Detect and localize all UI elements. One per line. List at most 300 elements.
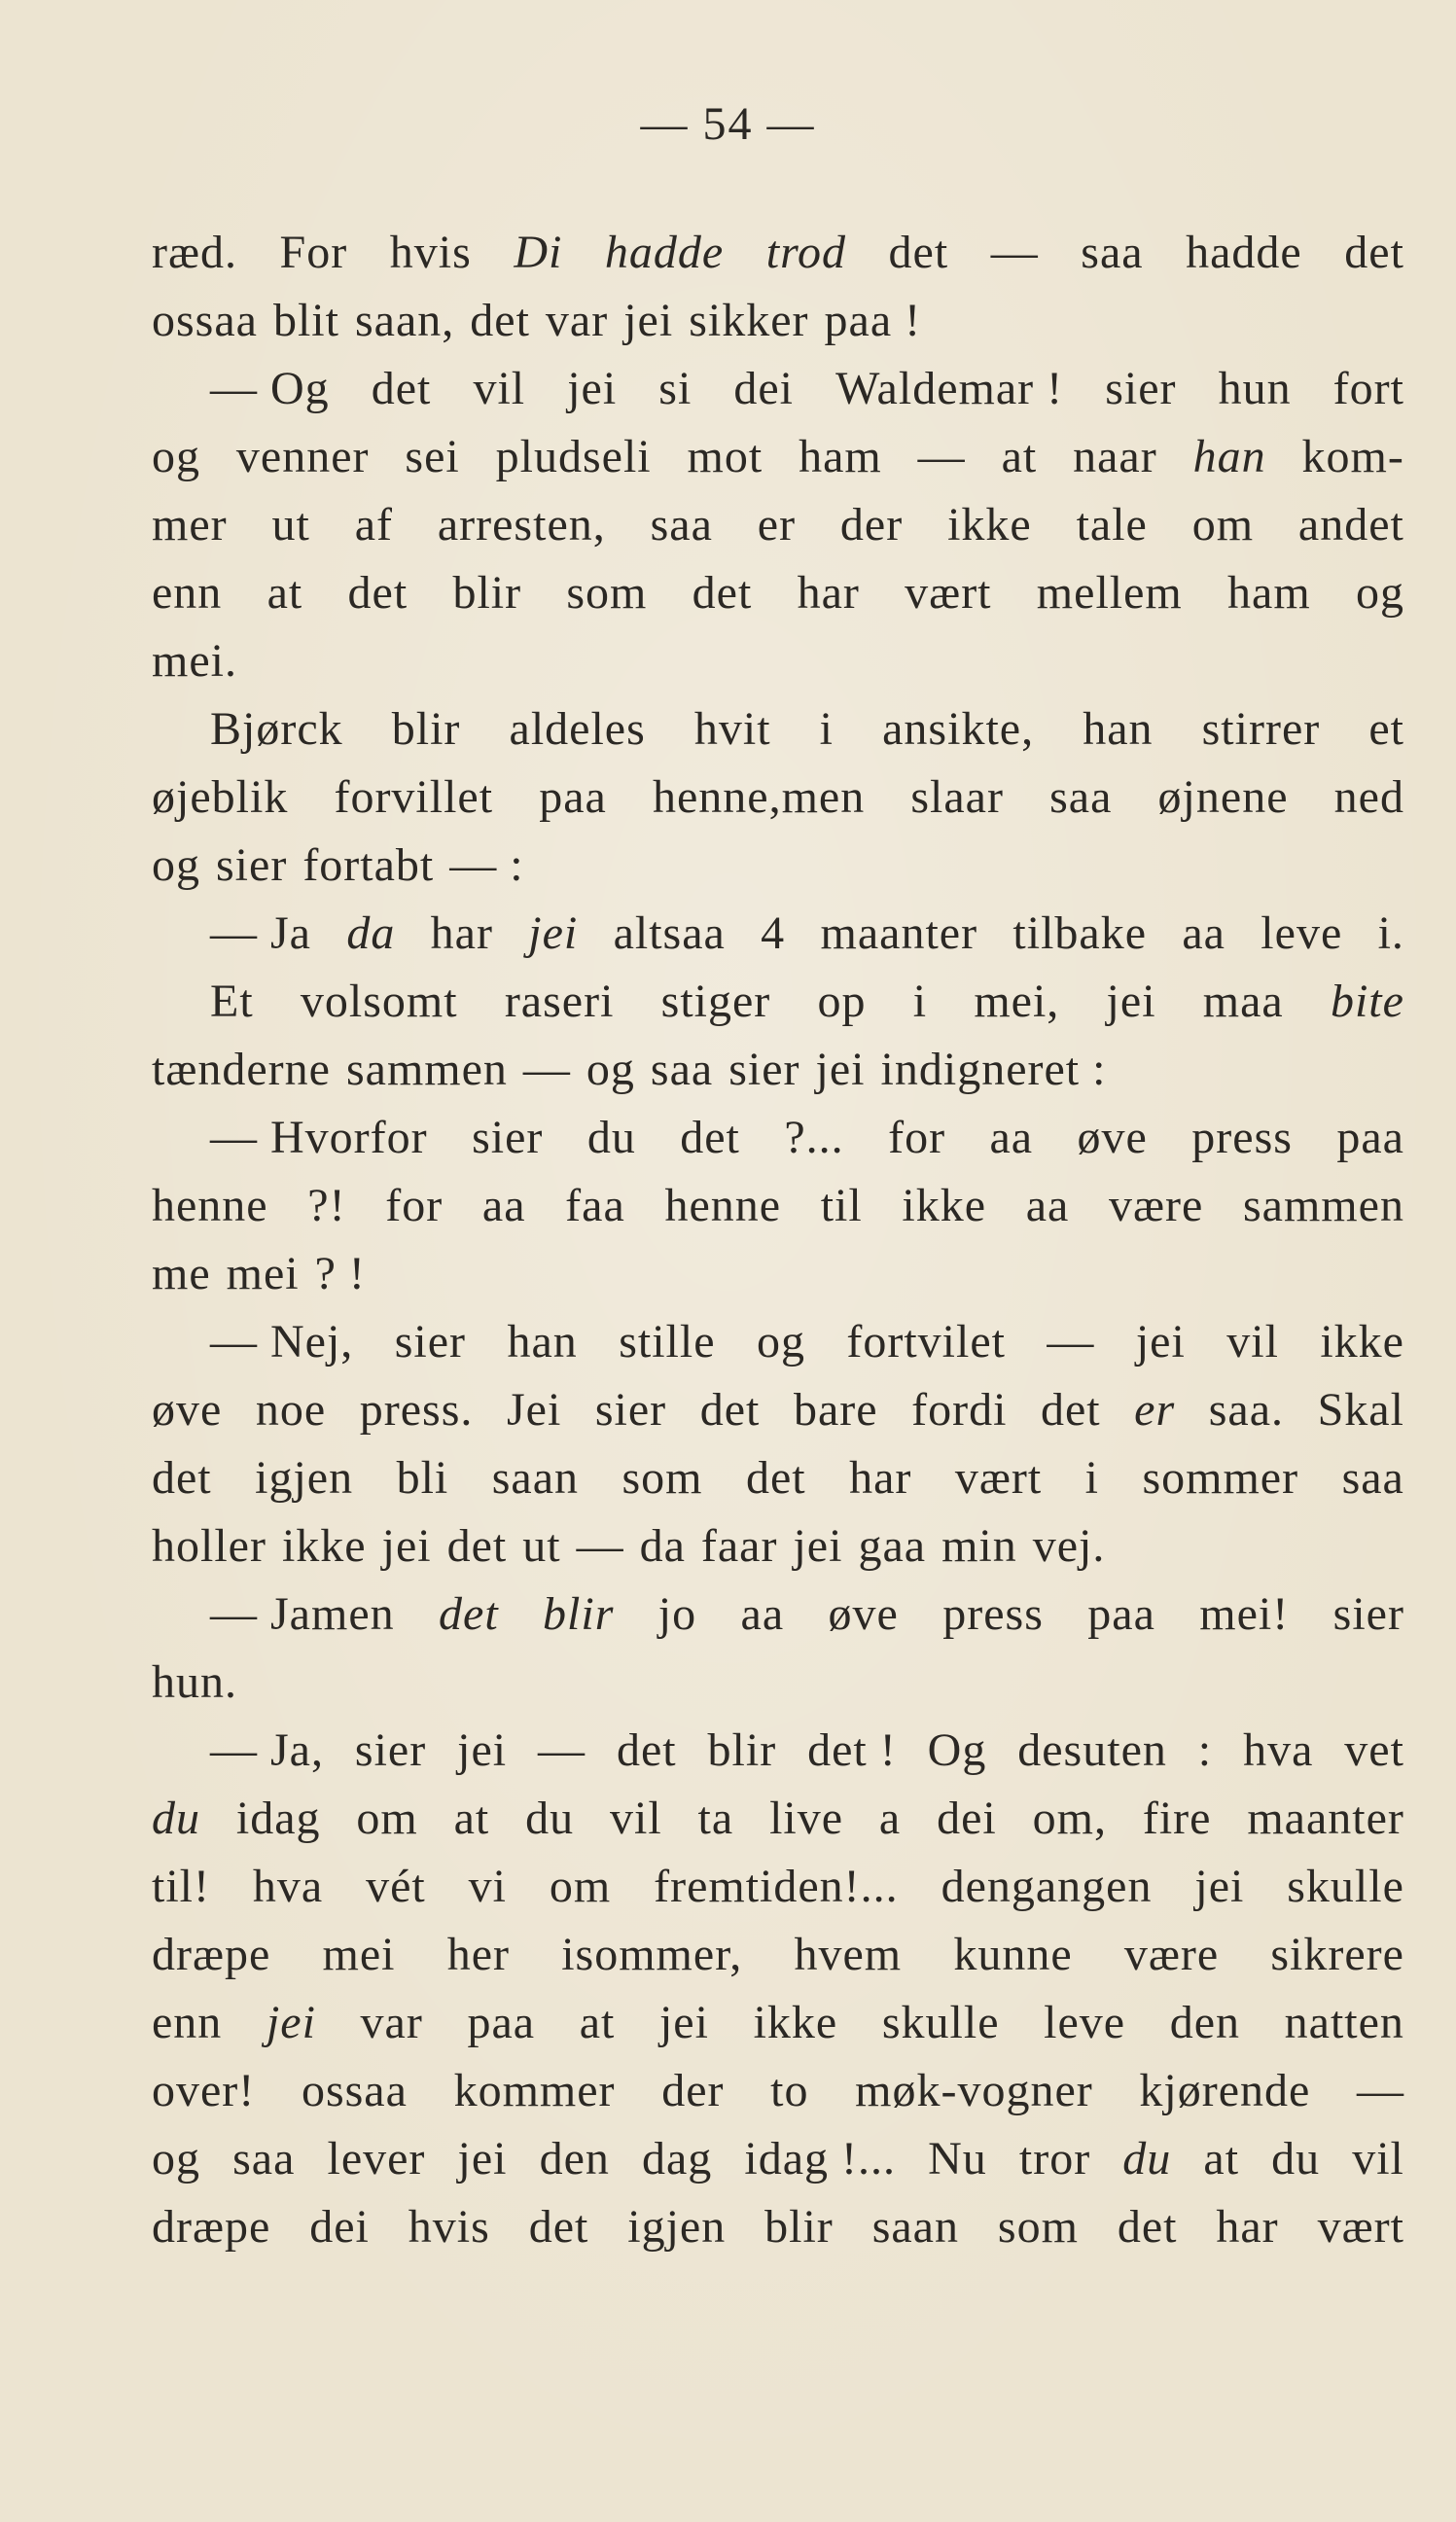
word: det [347,567,408,619]
word: noe [255,1384,327,1436]
word: idag [235,1793,321,1844]
word: saan, [354,295,455,346]
word: kom- [1301,431,1404,482]
word: har [430,907,493,959]
word: som [997,2201,1079,2253]
word: han [1192,431,1266,482]
word: gaa [858,1520,927,1572]
word: leve [1044,1997,1126,2048]
word: sier [728,1044,800,1095]
word: dei [733,363,795,414]
word: dei [937,1793,997,1844]
word: det [888,227,949,278]
word: sei [405,431,460,482]
word: — [917,431,966,482]
text-line [152,695,1404,764]
word: kunne [953,1929,1073,1980]
text-line [152,219,1404,287]
word: — [990,227,1039,278]
word: tale [1076,499,1148,551]
word: ikke [281,1520,367,1572]
word: det [439,1588,499,1640]
word: her [446,1929,510,1980]
word: stirrer [1201,703,1321,755]
word: Waldemar ! [835,363,1064,414]
body-text [152,219,1404,2261]
word: til [820,1180,863,1231]
word: op [817,976,867,1027]
word: Di [514,227,563,278]
word: stiger [660,976,771,1027]
word: jei [623,295,674,346]
word: desuten [1017,1724,1167,1776]
text-line [152,287,1404,355]
word: vej. [1032,1520,1106,1572]
word: isommer, [561,1929,743,1980]
word: enn [152,567,223,619]
word: det [152,1452,212,1504]
word: — [1357,2065,1404,2116]
word: har [1216,2201,1279,2253]
word: stille [619,1316,716,1368]
word: Bjørck [210,703,343,755]
word: for [385,1180,444,1231]
word: jei [266,1997,316,2048]
text-line [152,2057,1404,2125]
word: være [1123,1929,1220,1980]
word: hadde [604,227,725,278]
word: det [699,1384,761,1436]
word: vært [954,1452,1043,1504]
word: — Hvorfor [210,1112,428,1163]
word: i [819,703,835,755]
word: sommer [1142,1452,1299,1504]
text-line [152,1853,1404,1921]
word: jei [1194,1861,1245,1912]
word: ikke [753,1997,838,2048]
word: bare [793,1384,878,1436]
word: : [1197,1724,1213,1776]
word: slaar [910,771,1004,823]
word: aa [989,1112,1034,1163]
word: jei [381,1520,432,1572]
word: sier [594,1384,667,1436]
word: a [878,1793,902,1844]
word: henne [152,1180,268,1231]
word: vil [473,363,526,414]
word: om, [1032,1793,1107,1844]
word: det [446,1520,508,1572]
word: press [942,1588,1044,1640]
word: ossaa [152,295,258,346]
word: — Ja, [210,1724,324,1776]
word: da [346,907,396,959]
word: — [522,1044,571,1095]
text-line [152,1989,1404,2057]
word: mei. [152,635,237,687]
word: som [621,1452,703,1504]
word: dengangen [941,1861,1153,1912]
word: at [1001,431,1038,482]
word: det [528,2201,589,2253]
word: saan [491,1452,579,1504]
word: maanter [820,907,978,959]
word: jei [457,2133,508,2185]
word: var [360,1997,423,2048]
word: si [658,363,692,414]
text-line [152,627,1404,695]
text-line [152,1581,1404,1649]
word: det [680,1112,740,1163]
text-line [152,491,1404,559]
word: hva [252,1861,324,1912]
word: bite [1330,976,1404,1027]
word: saa [1049,771,1113,823]
text-line [152,764,1404,832]
word: tror [1018,2133,1091,2185]
text-line [152,2125,1404,2193]
word: fortvilet [846,1316,1006,1368]
word: paa [539,771,607,823]
word: sier [216,839,288,891]
word: kjørende [1139,2065,1311,2116]
text-line [152,355,1404,423]
word: vært [1317,2201,1404,2253]
word: mei [322,1929,396,1980]
word: at [266,567,303,619]
word: natten [1284,1997,1404,2048]
word: blir [391,703,461,755]
word: fort [1332,363,1404,414]
word: i [1084,1452,1099,1504]
word: Skal [1317,1384,1404,1436]
word: for [888,1112,946,1163]
word: mellem [1036,567,1183,619]
word: var [545,295,609,346]
word: der [661,2065,725,2116]
word: det [1117,2201,1178,2253]
word: henne,men [652,771,866,823]
word: For [279,227,348,278]
word: jei [658,1997,709,2048]
word: da [639,1520,686,1572]
word: som [566,567,648,619]
word: være [1109,1180,1204,1231]
word: du [1271,2133,1321,2185]
word: altsaa [613,907,726,959]
word: igjen [255,1452,354,1504]
word: øve [1077,1112,1148,1163]
word: vil [1226,1316,1279,1368]
word: saa [1341,1452,1404,1504]
word: skulle [881,1997,1000,2048]
word: dei [309,2201,370,2253]
word: om [549,1861,612,1912]
word: af [354,499,393,551]
word: at [453,1793,490,1844]
word: tænderne [152,1044,331,1095]
word: fortabt [302,839,435,891]
text-line [152,1036,1404,1104]
word: me [152,1248,211,1299]
word: Nu [928,2133,987,2185]
word: faar [700,1520,778,1572]
word: saa [650,499,713,551]
word: faa [565,1180,625,1231]
word: ikke [902,1180,987,1231]
word: maanter [1247,1793,1404,1844]
word: saa [1081,227,1144,278]
word: du [1122,2133,1172,2185]
word: aa [1025,1180,1070,1231]
word: det [470,295,530,346]
word: mei [226,1248,300,1299]
word: sier [394,1316,467,1368]
word: tilbake [1012,907,1148,959]
word: ned [1333,771,1404,823]
word: sier [1105,363,1177,414]
word: hvit [693,703,771,755]
word: ?... [784,1112,844,1163]
word: at [579,1997,616,2048]
word: skulle [1287,1861,1404,1912]
word: ut [271,499,310,551]
word: ham [1227,567,1311,619]
word: jei [793,1520,843,1572]
word: han [507,1316,578,1368]
word: vært [905,567,992,619]
word: jei [528,907,579,959]
text-line [152,1308,1404,1376]
word: det [616,1724,677,1776]
word: raseri [504,976,615,1027]
word: Jei [506,1384,562,1436]
word: aa [740,1588,785,1640]
word: vil [1352,2133,1404,2185]
word: om [356,1793,418,1844]
word: min [941,1520,1017,1572]
text-line [152,1104,1404,1172]
word: hvis [408,2201,490,2253]
text-line [152,1921,1404,1989]
word: hvis [389,227,472,278]
word: paa [467,1997,536,2048]
page-number: — 54 — [640,98,816,150]
word: den [539,2133,610,2185]
word: møk-vogner [855,2065,1093,2116]
word: at [1203,2133,1240,2185]
word: jei [1106,976,1156,1027]
word: saa [232,2133,296,2185]
word: blir [764,2201,834,2253]
word: kommer [453,2065,616,2116]
word: mot [687,431,764,482]
word: sammen [345,1044,508,1095]
word: jei [457,1724,508,1776]
word: holler [152,1520,266,1572]
word: ?! [307,1180,346,1231]
word: hun. [152,1656,237,1708]
word: er [1134,1384,1176,1436]
word: paa ! [824,295,922,346]
word: jo [657,1588,697,1640]
word: øjeblik [152,771,289,823]
text-line [152,559,1404,627]
word: enn [152,1997,223,2048]
word: vet [1344,1724,1404,1776]
word: paa [1336,1112,1404,1163]
word: saa. [1208,1384,1285,1436]
text-line [152,1649,1404,1717]
word: blir [707,1724,777,1776]
word: mer [152,499,228,551]
word: i. [1377,907,1404,959]
word: — [1047,1316,1095,1368]
word: har [797,567,860,619]
text-line [152,1785,1404,1853]
word: sier [472,1112,544,1163]
word: ham [799,431,882,482]
text-line [152,1240,1404,1308]
word: — [576,1520,624,1572]
word: det [692,567,753,619]
word: henne [664,1180,782,1231]
word: — [538,1724,586,1776]
word: maa [1202,976,1284,1027]
word: et [1368,703,1404,755]
word: pludseli [495,431,652,482]
word: sier [354,1724,427,1776]
word: sammen [1242,1180,1404,1231]
word: — Jamen [210,1588,395,1640]
word: vil [610,1793,662,1844]
word: han [1083,703,1154,755]
word: øve [828,1588,899,1640]
word: dag [642,2133,713,2185]
word: hun [1218,363,1292,414]
word: to [770,2065,809,2116]
text-line [152,423,1404,491]
word: sikrere [1270,1929,1404,1980]
word: ansikte, [882,703,1035,755]
word: — Nej, [210,1316,354,1368]
word: det ! [807,1724,897,1776]
word: mei! [1199,1588,1290,1640]
word: sier [1332,1588,1404,1640]
word: ræd. [152,227,237,278]
word: Et [210,976,254,1027]
word: andet [1297,499,1404,551]
text-line [152,1172,1404,1240]
word: og [756,1316,805,1368]
word: og [152,839,200,891]
word: aa [1182,907,1225,959]
word: blir [543,1588,615,1640]
text-line [152,1717,1404,1785]
text-line [152,900,1404,968]
text-line [152,832,1404,900]
word: jei [815,1044,866,1095]
word: om [1191,499,1255,551]
word: — Ja [210,907,311,959]
word: trod [765,227,846,278]
word: der [839,499,904,551]
word: over! [152,2065,256,2116]
word: — Og [210,363,330,414]
word: og [586,1044,635,1095]
text-line [152,1376,1404,1444]
word: aa [481,1180,526,1231]
word: øve [152,1384,223,1436]
word: indigneret : [880,1044,1107,1095]
word: du [525,1793,575,1844]
word: det [1344,227,1404,278]
word: ossaa [301,2065,408,2116]
word: idag !... [744,2133,897,2185]
word: fordi [911,1384,1008,1436]
text-line [152,1444,1404,1512]
word: har [849,1452,912,1504]
word: ikke [947,499,1032,551]
word: hva [1243,1724,1314,1776]
word: øjnene [1157,771,1289,823]
word: lever [327,2133,426,2185]
word: blir [452,567,522,619]
word: fremtiden!... [654,1861,899,1912]
word: fire [1142,1793,1212,1844]
word: press. [359,1384,474,1436]
word: hadde [1186,227,1302,278]
word: press [1191,1112,1293,1163]
word: ikke [1320,1316,1404,1368]
word: arresten, [437,499,606,551]
word: du [586,1112,636,1163]
word: ta [697,1793,734,1844]
word: leve [1261,907,1343,959]
word: ut [522,1520,561,1572]
word: saa [650,1044,714,1095]
word: og [152,2133,200,2185]
word: det [1040,1384,1101,1436]
word: er [757,499,797,551]
word: det [745,1452,806,1504]
word: vét [366,1861,426,1912]
word: du [152,1793,200,1844]
word: aldeles [509,703,646,755]
word: blit [272,295,339,346]
word: dræpe [152,2201,271,2253]
word: forvillet [334,771,494,823]
word: hvem [794,1929,903,1980]
text-line [152,1512,1404,1581]
word: paa [1087,1588,1155,1640]
text-line [152,2193,1404,2261]
word: sikker [689,295,809,346]
word: live [769,1793,844,1844]
word: ? ! [314,1248,366,1299]
word: Og [927,1724,987,1776]
word: og [152,431,200,482]
word: vi [468,1861,507,1912]
text-line [152,968,1404,1036]
word: volsomt [300,976,458,1027]
word: dræpe [152,1929,271,1980]
word: til! [152,1861,210,1912]
word: venner [235,431,370,482]
word: naar [1073,431,1157,482]
word: jei [1135,1316,1186,1368]
word: det [371,363,432,414]
